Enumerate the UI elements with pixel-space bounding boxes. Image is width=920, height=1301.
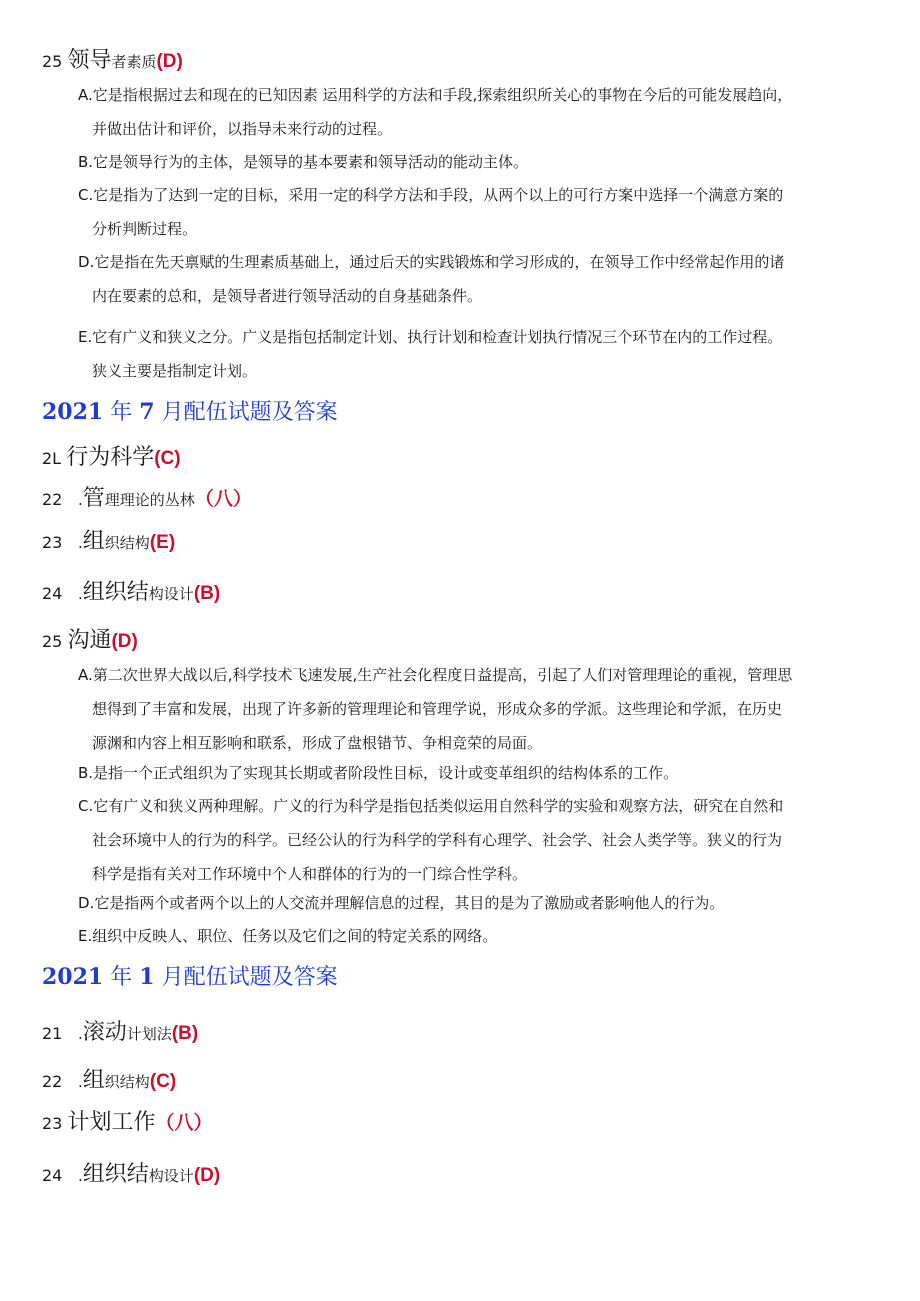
section-heading-2021-january <box>42 966 338 989</box>
question-term-large: 管 <box>82 486 105 511</box>
question-term-small: 构设计 <box>148 585 194 603</box>
answer-label: (B) <box>193 583 221 604</box>
answer-label: (C) <box>154 448 181 469</box>
question-number: 23 <box>42 533 63 552</box>
heading-year: 2021 <box>42 399 104 425</box>
option-d <box>78 886 890 920</box>
option-line-continued: 狭义主要是指制定计划。 <box>92 362 258 380</box>
question-term-small: 计划法 <box>126 1025 172 1043</box>
option-a <box>78 78 890 146</box>
option-line-continued: 科学是指有关对工作环境中个人和群体的行为的一门综合性学科。 <box>92 865 528 883</box>
option-line-continued: 并做出估计和评价，以指导未来行动的过程。 <box>92 120 393 138</box>
question-22-organization-structure <box>42 1070 176 1092</box>
option-line: D.它是指两个或者两个以上的人交流并理解信息的过程，其目的是为了激励或者影响他人的行为。 <box>78 894 725 912</box>
option-line-continued: 源渊和内容上相互影响和联系，形成了盘根错节、争相竞荣的局面。 <box>92 734 543 752</box>
question-23-planning-work <box>42 1112 212 1134</box>
option-line-continued: 分析判断过程。 <box>92 220 198 238</box>
question-25-leader-quality <box>42 50 183 72</box>
option-d <box>78 245 890 313</box>
question-term-large: 沟通 <box>67 628 112 653</box>
question-term-small: 者素质 <box>111 53 157 71</box>
heading-month: 1 <box>139 964 155 990</box>
question-term-small: 织结构 <box>104 1073 150 1091</box>
heading-year-char: 年 <box>110 965 133 990</box>
option-line: D.它是指在先天禀赋的生理素质基础上，通过后天的实践锻炼和学习形成的，在领导工作中经常起作用的诸 <box>78 253 785 271</box>
question-dot: . <box>78 1025 83 1043</box>
section-heading-2021-july <box>42 401 338 424</box>
option-line: C.它是指为了达到一定的目标，采用一定的科学方法和手段，从两个以上的可行方案中选择一个满意方案的 <box>78 186 784 204</box>
heading-year: 2021 <box>42 964 104 990</box>
option-a <box>78 658 890 760</box>
answer-label: (D) <box>156 51 183 72</box>
option-line-continued: 社会环境中人的行为的科学。已经公认的行为科学的学科有心理学、社会学、社会人类学等。狭义的行为 <box>92 831 783 849</box>
question-term-large: 组 <box>82 1068 105 1093</box>
question-dot: . <box>78 1073 83 1091</box>
question-term-large: 组 <box>82 529 105 554</box>
question-21-rolling-plan <box>42 1022 198 1044</box>
question-number: 25 <box>42 632 63 651</box>
answer-label: （八） <box>155 1113 213 1134</box>
option-line: B.它是领导行为的主体，是领导的基本要素和领导活动的能动主体。 <box>78 153 529 171</box>
question-term-large: 组织结 <box>82 1162 149 1187</box>
option-e <box>78 320 890 388</box>
heading-year-char: 年 <box>110 400 133 425</box>
question-dot: . <box>78 1167 83 1185</box>
option-b <box>78 756 890 790</box>
option-line: B.是指一个正式组织为了实现其长期或者阶段性目标，设计或变革组织的结构体系的工作。 <box>78 764 679 782</box>
option-line: E.它有广义和狭义之分。广义是指包括制定计划、执行计划和检查计划执行情况三个环节在内的工作过程。 <box>78 328 783 346</box>
question-dot: . <box>78 491 83 509</box>
option-line: A.第二次世界大战以后,科学技术飞速发展,生产社会化程度日益提高，引起了人们对管理理论的重视，管理思 <box>78 666 793 684</box>
question-24-organization-design <box>42 1164 220 1186</box>
question-24-organization-design <box>42 582 220 604</box>
answer-label: (B) <box>171 1023 199 1044</box>
heading-rest: 月配伍试题及答案 <box>161 400 338 425</box>
question-25-communication <box>42 630 138 652</box>
question-number: 21 <box>42 1024 63 1043</box>
question-term-small: 理理论的丛林 <box>104 491 195 509</box>
question-term-large: 组织结 <box>82 580 149 605</box>
answer-label: (D) <box>111 631 138 652</box>
option-line: C.它有广义和狭义两种理解。广义的行为科学是指包括类似运用自然科学的实验和观察方法，研究在自然和 <box>78 797 784 815</box>
option-line: E.组织中反映人、职位、任务以及它们之间的特定关系的网络。 <box>78 927 498 945</box>
question-number: 22 <box>42 1072 63 1091</box>
question-term-large: 行为科学 <box>66 445 155 470</box>
option-line: A.它是指根据过去和现在的已知因素 运用科学的方法和手段,探索组织所关心的事物在今后的可能发展趋向， <box>78 86 793 104</box>
option-e <box>78 919 890 953</box>
question-22-management-jungle <box>42 488 252 510</box>
option-line-continued: 想得到了丰富和发展，出现了许多新的管理理论和管理学说，形成众多的学派。这些理论和学派，在历史 <box>92 700 783 718</box>
answer-label: (E) <box>149 532 176 553</box>
question-number: 25 <box>42 52 63 71</box>
question-number: 23 <box>42 1114 63 1133</box>
question-number: 24 <box>42 584 63 603</box>
answer-label: (C) <box>149 1071 177 1092</box>
option-b <box>78 145 890 179</box>
question-term-large: 计划工作 <box>67 1110 156 1135</box>
question-dot: . <box>78 534 83 552</box>
question-number: 24 <box>42 1166 63 1185</box>
question-21-behavioral-science <box>42 447 181 469</box>
heading-month: 7 <box>139 399 155 425</box>
question-dot: . <box>78 585 83 603</box>
question-23-organization-structure <box>42 531 175 553</box>
question-number: 22 <box>42 490 63 509</box>
question-term-large: 滚动 <box>82 1020 127 1045</box>
answer-label: （八） <box>194 489 252 510</box>
question-term-small: 织结构 <box>104 534 150 552</box>
option-line-continued: 内在要素的总和，是领导者进行领导活动的自身基础条件。 <box>92 287 483 305</box>
option-c <box>78 789 890 891</box>
answer-label: (D) <box>193 1165 221 1186</box>
option-c <box>78 178 890 246</box>
question-term-large: 领导 <box>67 48 112 73</box>
question-term-small: 构设计 <box>148 1167 194 1185</box>
heading-rest: 月配伍试题及答案 <box>161 965 338 990</box>
question-number: 2L <box>42 449 62 468</box>
